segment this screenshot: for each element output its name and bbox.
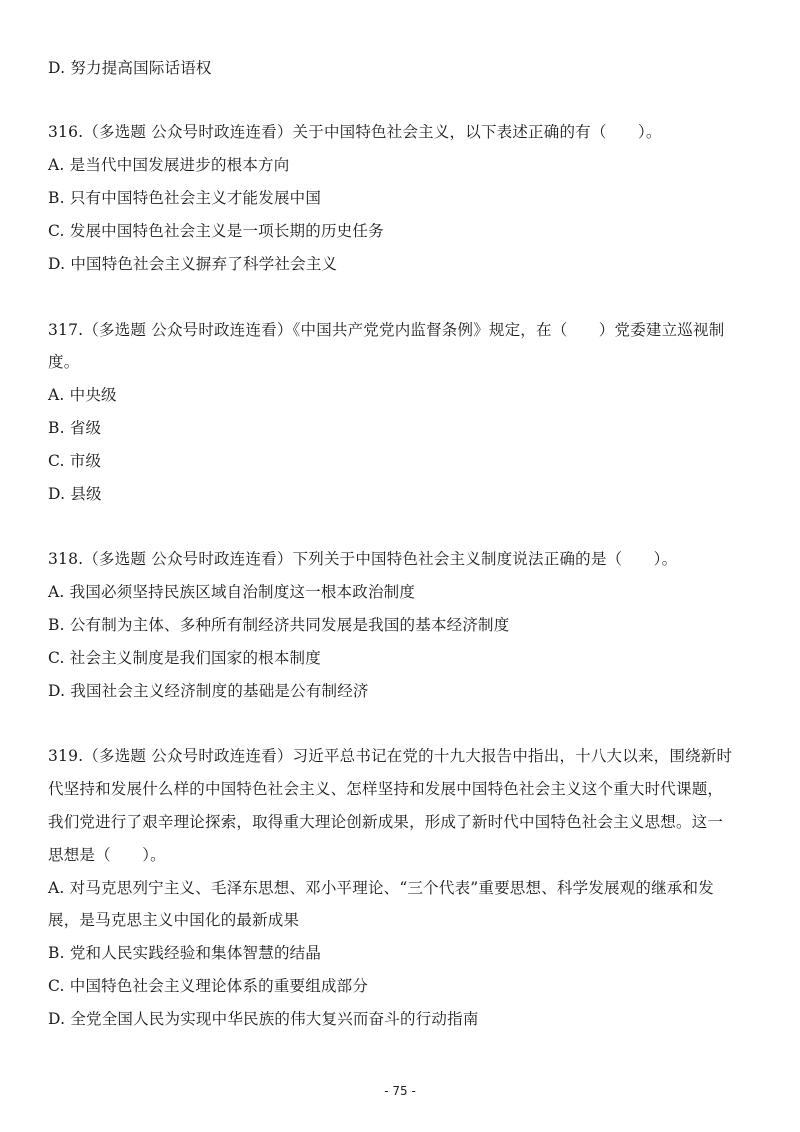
- q319-stem-line1: 319.（多选题 公众号时政连连看）习近平总书记在党的十九大报告中指出，十八大以来，围绕新时: [48, 747, 733, 765]
- q318-option-c: C. 社会主义制度是我们国家的根本制度: [48, 649, 321, 667]
- q317-option-d: D. 县级: [48, 485, 102, 503]
- q316-option-b: B. 只有中国特色社会主义才能发展中国: [48, 189, 322, 207]
- q319-option-a-line2: 展，是马克思主义中国化的最新成果: [48, 911, 300, 929]
- q317-option-a: A. 中央级: [48, 386, 117, 404]
- q317-stem-line2: 度。: [48, 353, 80, 371]
- q319-stem-line4: 思想是（ ）。: [48, 846, 166, 864]
- q319-stem-line3: 我们党进行了艰辛理论探索，取得重大理论创新成果，形成了新时代中国特色社会主义思想。这一: [48, 813, 724, 831]
- q317-option-b: B. 省级: [48, 419, 102, 437]
- q317-stem-line1: 317.（多选题 公众号时政连连看）《中国共产党党内监督条例》规定，在（ ）党委建立巡视制: [48, 321, 725, 339]
- q316-option-c: C. 发展中国特色社会主义是一项长期的历史任务: [48, 222, 384, 240]
- q319-option-a-line1: A. 对马克思列宁主义、毛泽东思想、邓小平理论、“三个代表”重要思想、科学发展观的继承和发: [48, 879, 714, 897]
- q316-option-a: A. 是当代中国发展进步的根本方向: [48, 156, 290, 174]
- q318-option-a: A. 我国必须坚持民族区域自治制度这一根本政治制度: [48, 583, 416, 601]
- q319-option-c: C. 中国特色社会主义理论体系的重要组成部分: [48, 977, 369, 995]
- q318-option-b: B. 公有制为主体、多种所有制经济共同发展是我国的基本经济制度: [48, 616, 510, 634]
- q318-option-d: D. 我国社会主义经济制度的基础是公有制经济: [48, 682, 369, 700]
- q319-option-b: B. 党和人民实践经验和集体智慧的结晶: [48, 944, 322, 962]
- q316-option-d: D. 中国特色社会主义摒弃了科学社会主义: [48, 255, 338, 273]
- page-number: - 75 -: [384, 1084, 416, 1098]
- q317-option-c: C. 市级: [48, 452, 102, 470]
- q319-option-d: D. 全党全国人民为实现中华民族的伟大复兴而奋斗的行动指南: [48, 1010, 479, 1028]
- prev-option-d: D. 努力提高国际话语权: [48, 59, 212, 77]
- q316-stem: 316.（多选题 公众号时政连连看）关于中国特色社会主义，以下表述正确的有（ ）。: [48, 123, 662, 141]
- q318-stem: 318.（多选题 公众号时政连连看）下列关于中国特色社会主义制度说法正确的是（ ）。: [48, 550, 678, 568]
- q319-stem-line2: 代坚持和发展什么样的中国特色社会主义、怎样坚持和发展中国特色社会主义这个重大时代课题，: [48, 780, 724, 798]
